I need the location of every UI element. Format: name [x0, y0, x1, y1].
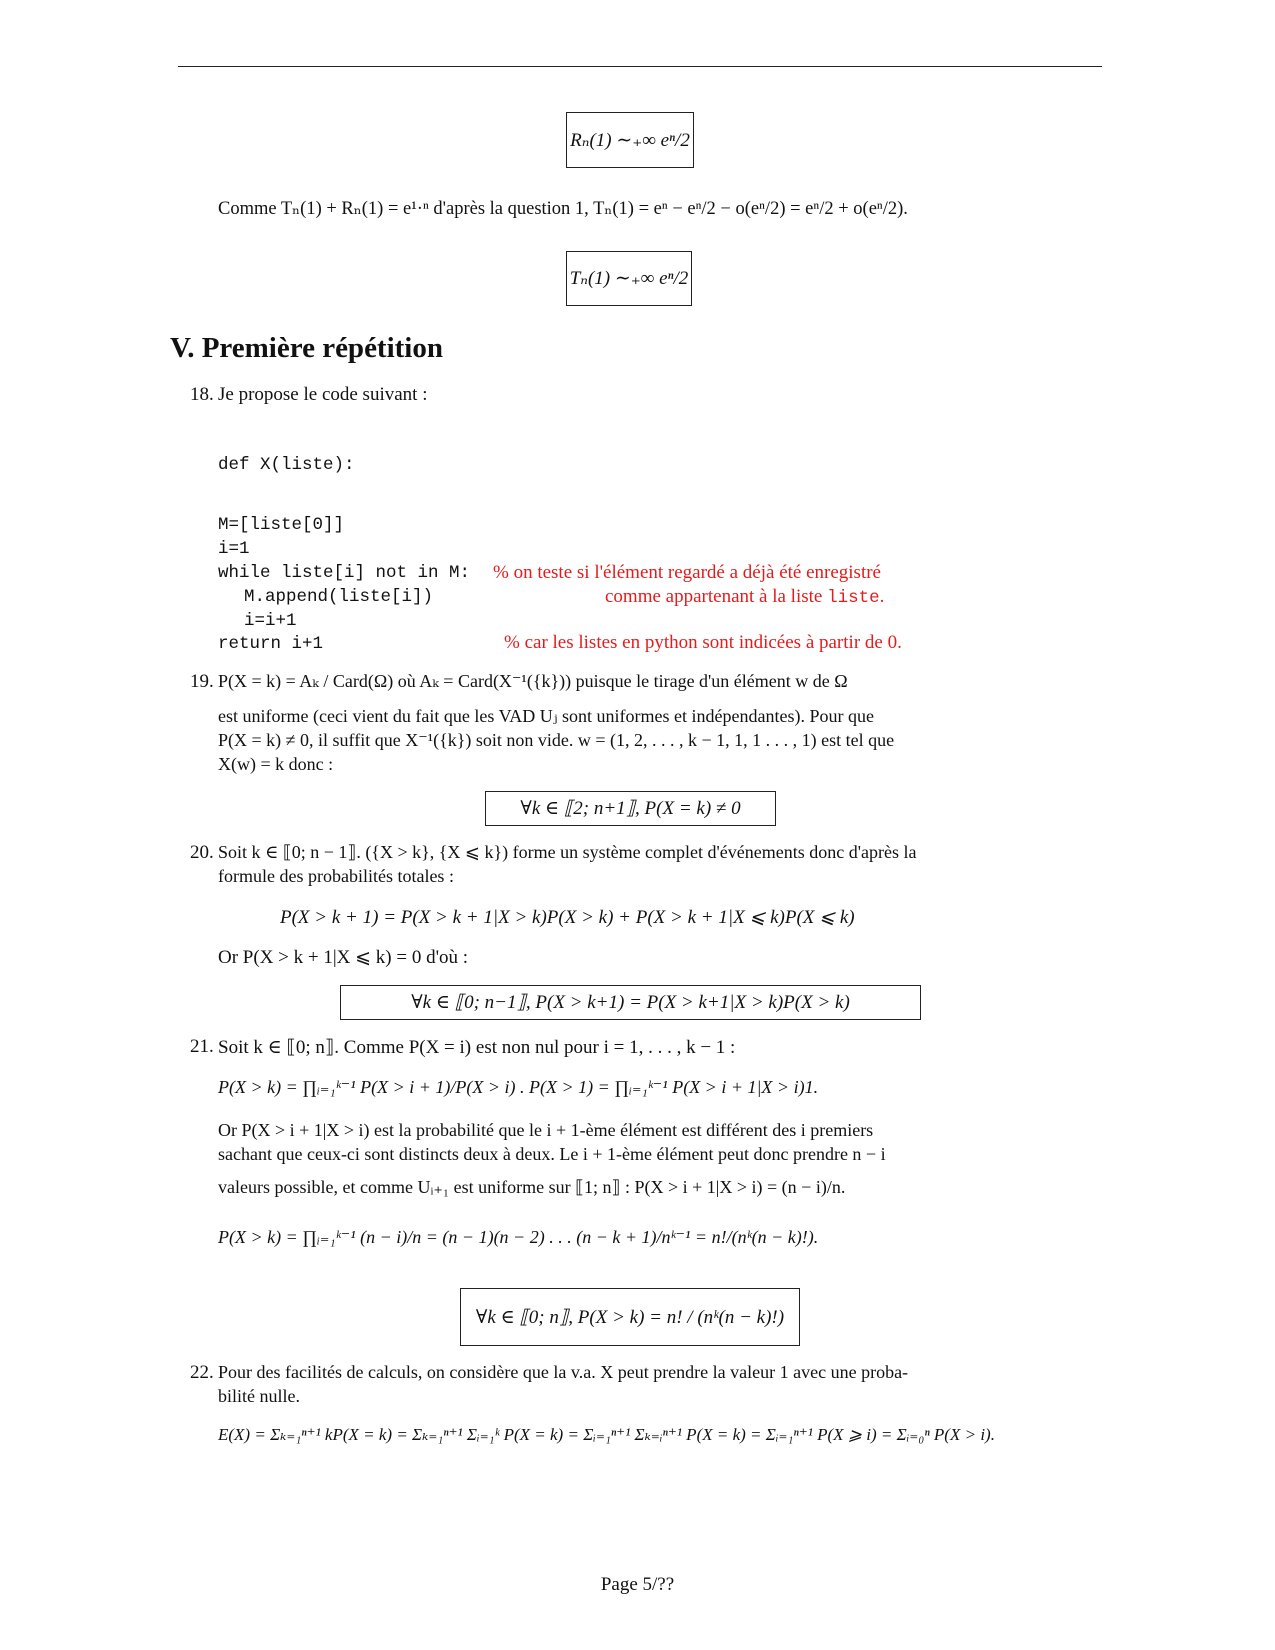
q22-line-2: bilité nulle. — [218, 1386, 300, 1406]
q20-line-2: formule des probabilités totales : — [218, 866, 454, 886]
header-rule — [178, 66, 1102, 67]
boxed-result-q19 — [485, 791, 776, 826]
line-comme-text: Comme Tₙ(1) + Rₙ(1) = e¹·ⁿ d'après la question 1, Tₙ(1) = eⁿ − eⁿ/2 − o(eⁿ/2) = eⁿ/2 + o(eⁿ/2). — [218, 199, 908, 219]
q20-equation: P(X > k + 1) = P(X > k + 1|X > k)P(X > k) + P(X > k + 1|X ⩽ k)P(X ⩽ k) — [280, 907, 855, 928]
q21-equation-2: P(X > k) = ∏ᵢ₌₁ᵏ⁻¹ (n − i)/n = (n − 1)(n − 2) . . . (n − k + 1)/nᵏ⁻¹ = n!/(nᵏ(n − k)!). — [218, 1227, 819, 1247]
question-number-19: 19. — [190, 671, 214, 692]
line-comme — [218, 198, 908, 220]
boxed-result-q21 — [460, 1288, 800, 1346]
boxed-result-q20 — [340, 985, 921, 1020]
q19-line-1: P(X = k) = Aₖ / Card(Ω) où Aₖ = Card(X⁻¹({k})) puisque le tirage d'un élément w de Ω — [218, 671, 848, 691]
q18-text: Je propose le code suivant : — [218, 384, 428, 405]
q21-equation-1: P(X > k) = ∏ᵢ₌₁ᵏ⁻¹ P(X > i + 1)/P(X > i) . P(X > 1) = ∏ᵢ₌₁ᵏ⁻¹ P(X > i + 1|X > i)1. — [218, 1077, 819, 1097]
boxed-result-q21-text: ∀k ∈ ⟦0; n⟧, P(X > k) = n! / (nᵏ(n − k)!) — [475, 1306, 785, 1328]
code-line-2: i=1 — [218, 539, 250, 559]
q21-line-2: Or P(X > i + 1|X > i) est la probabilité que le i + 1-ème élément est différent des i premiers — [218, 1120, 874, 1140]
code-comment-2-text: comme appartenant à la liste — [605, 586, 823, 607]
q22-line-1: Pour des facilités de calculs, on considère que la v.a. X peut prendre la valeur 1 avec une proba- — [218, 1362, 909, 1382]
q20-line-1: Soit k ∈ ⟦0; n − 1⟧. ({X > k}, {X ⩽ k}) forme un système complet d'événements donc d'après la — [218, 842, 917, 862]
section-title: V. Première répétition — [170, 332, 443, 364]
boxed-result-q19-text: ∀k ∈ ⟦2; n+1⟧, P(X = k) ≠ 0 — [520, 798, 741, 819]
boxed-result-tn1-text: Tₙ(1) ∼₊∞ eⁿ/2 — [569, 268, 689, 289]
q21-line-4: valeurs possible, et comme Uᵢ₊₁ est uniforme sur ⟦1; n⟧ : P(X > i + 1|X > i) = (n − i)/n. — [218, 1177, 846, 1197]
code-comment-1: % on teste si l'élément regardé a déjà été enregistré — [493, 562, 881, 583]
q19-line-3: P(X = k) ≠ 0, il suffit que X⁻¹({k}) soit non vide. w = (1, 2, . . . , k − 1, 1, 1 . . . , 1) est tel que — [218, 730, 895, 750]
q21-line-1: Soit k ∈ ⟦0; n⟧. Comme P(X = i) est non nul pour i = 1, . . . , k − 1 : — [218, 1037, 736, 1058]
page-footer: Page 5/?? — [600, 1574, 675, 1595]
question-number-18: 18. — [190, 384, 214, 405]
code-line-3: while liste[i] not in M: — [218, 563, 471, 583]
code-line-4: M.append(liste[i]) — [244, 587, 434, 607]
boxed-result-rn1 — [566, 112, 694, 168]
q19-line-4: X(w) = k donc : — [218, 754, 334, 774]
code-line-5: i=i+1 — [244, 611, 297, 631]
code-comment-3: % car les listes en python sont indicées à partir de 0. — [504, 632, 902, 653]
boxed-result-tn1 — [566, 251, 692, 306]
question-number-22: 22. — [190, 1362, 214, 1383]
code-comment-2-code: liste — [827, 588, 880, 608]
question-number-21: 21. — [190, 1036, 214, 1057]
boxed-result-q20-text: ∀k ∈ ⟦0; n−1⟧, P(X > k+1) = P(X > k+1|X > k)P(X > k) — [411, 992, 850, 1013]
code-def-line: def X(liste): — [218, 455, 355, 475]
q21-line-3: sachant que ceux-ci sont distincts deux à deux. Le i + 1-ème élément peut donc prendre n − i — [218, 1144, 886, 1164]
question-number-20: 20. — [190, 842, 214, 863]
boxed-result-rn1-text: Rₙ(1) ∼₊∞ eⁿ/2 — [570, 129, 690, 151]
code-line-1: M=[liste[0]] — [218, 515, 345, 535]
q19-line-2: est uniforme (ceci vient du fait que les VAD Uⱼ sont uniformes et indépendantes). Pour que — [218, 706, 874, 726]
q22-equation: E(X) = Σₖ₌₁ⁿ⁺¹ kP(X = k) = Σₖ₌₁ⁿ⁺¹ Σᵢ₌₁ᵏ P(X = k) = Σᵢ₌₁ⁿ⁺¹ Σₖ₌ᵢⁿ⁺¹ P(X = k) = Σᵢ₌₁ⁿ⁺¹ P(X ⩾ i) = Σᵢ₌₀ⁿ P(X > i). — [218, 1425, 995, 1444]
code-comment-2: comme appartenant à la liste liste. — [605, 586, 885, 608]
code-line-6: return i+1 — [218, 634, 324, 654]
q20-line-3: Or P(X > k + 1|X ⩽ k) = 0 d'où : — [218, 947, 469, 968]
